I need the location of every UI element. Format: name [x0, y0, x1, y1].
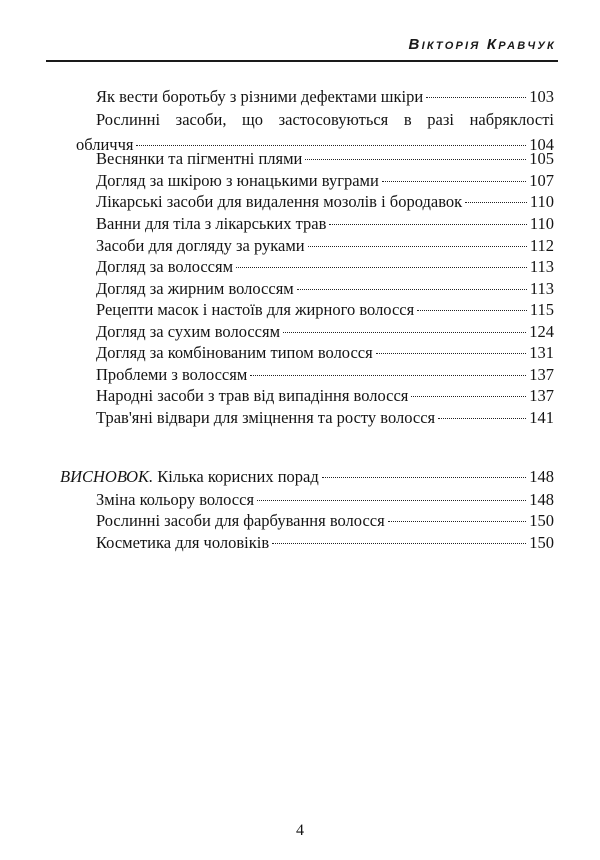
toc-entry: [96, 321, 554, 342]
toc-entry-page: 107: [529, 171, 554, 190]
toc-entry-title: Догляд за волоссям: [96, 257, 234, 276]
toc-entry: [96, 170, 554, 191]
toc-entry-page: 137: [529, 365, 554, 384]
toc-entry-title: Засоби для догляду за руками: [96, 236, 305, 255]
leader-dots: [136, 145, 526, 146]
toc-entry: [96, 235, 554, 256]
toc-entry-page: 137: [529, 386, 554, 405]
toc-entry-page: 131: [529, 343, 554, 362]
toc-entry-page: 150: [529, 511, 554, 530]
toc-entry-page: 148: [529, 490, 554, 509]
leader-dots: [308, 246, 527, 247]
leader-dots: [329, 224, 526, 225]
leader-dots: [417, 310, 527, 311]
toc-entry: [96, 191, 554, 212]
toc-entry-page: 105: [529, 149, 554, 168]
toc-entry-page: 113: [529, 257, 554, 276]
toc-entry-title: Догляд за комбінованим типом волосся: [96, 343, 373, 362]
toc-entry: [96, 148, 554, 169]
toc-entry-title: Трав'яні відвари для зміцнення та росту волосся: [96, 408, 436, 427]
leader-dots: [305, 159, 526, 160]
toc-entry: [96, 407, 554, 428]
leader-dots: [465, 202, 527, 203]
leader-dots: [283, 332, 526, 333]
toc-entry: [96, 278, 554, 299]
running-title: Вікторія Кравчук: [408, 36, 556, 53]
leader-dots: [250, 375, 526, 376]
toc-entry-title: Догляд за шкірою з юнацькими вуграми: [96, 171, 379, 190]
toc-entry-title: Рослинні засоби, що застосовуються в разі набряклості: [96, 110, 554, 129]
leader-dots: [236, 267, 527, 268]
toc-entry-page: 150: [529, 533, 554, 552]
conclusion-label: ВИСНОВОК.: [60, 467, 154, 486]
toc-entry-page: 103: [529, 87, 554, 106]
toc-entry-title: Догляд за сухим волоссям: [96, 322, 281, 341]
toc-entry-page: 148: [529, 467, 554, 486]
leader-dots: [272, 543, 526, 544]
toc-entry-title: Рецепти масок і настоїв для жирного волосся: [96, 300, 415, 319]
toc-entry-title: Веснянки та пігментні плями: [96, 149, 303, 168]
toc-entry-title: Народні засоби з трав від випадіння волосся: [96, 386, 409, 405]
leader-dots: [382, 181, 526, 182]
toc-entry: [96, 86, 554, 107]
leader-dots: [411, 396, 526, 397]
leader-dots: [297, 289, 527, 290]
toc-entry-title: Ванни для тіла з лікарських трав: [96, 214, 327, 233]
toc-entry-page: 112: [529, 236, 554, 255]
leader-dots: [322, 477, 527, 478]
toc-entry: [96, 342, 554, 363]
toc-entry-page: 115: [529, 300, 554, 319]
conclusion-title: Кілька корисних порад: [153, 467, 319, 486]
leader-dots: [388, 521, 527, 522]
leader-dots: [376, 353, 527, 354]
toc-entry-title: Як вести боротьбу з різними дефектами шкіри: [96, 87, 424, 106]
toc-entry-title: Лікарські засоби для видалення мозолів і бородавок: [96, 192, 463, 211]
leader-dots: [426, 97, 526, 98]
toc-entry-page: 110: [529, 214, 554, 233]
toc-entry-page: 110: [529, 192, 554, 211]
toc-entry: [96, 489, 554, 510]
toc-entry-title: Рослинні засоби для фарбування волосся: [96, 511, 385, 530]
toc-entry-page: 141: [529, 408, 554, 427]
toc-entry: [96, 532, 554, 553]
leader-dots: [257, 500, 526, 501]
toc-entry: [96, 385, 554, 406]
toc-entry-page: 124: [529, 322, 554, 341]
toc-entry-title: Зміна кольору волосся: [96, 490, 255, 509]
toc-entry-page: 104: [529, 135, 554, 154]
header-rule: [46, 60, 558, 62]
page-number: 4: [296, 822, 304, 839]
toc-entry: [96, 256, 554, 277]
toc-entry: [96, 299, 554, 320]
toc-entry-title: Косметика для чоловіків: [96, 533, 270, 552]
toc-entry: [96, 364, 554, 385]
leader-dots: [438, 418, 526, 419]
toc-entry-title: Догляд за жирним волоссям: [96, 279, 294, 298]
toc-entry: [96, 510, 554, 531]
toc-entry-title: Проблеми з волоссям: [96, 365, 248, 384]
toc-entry: [96, 213, 554, 234]
conclusion-heading: [60, 466, 554, 487]
toc-entry-page: 113: [529, 279, 554, 298]
toc-entry-title-continued: обличчя: [76, 135, 134, 154]
